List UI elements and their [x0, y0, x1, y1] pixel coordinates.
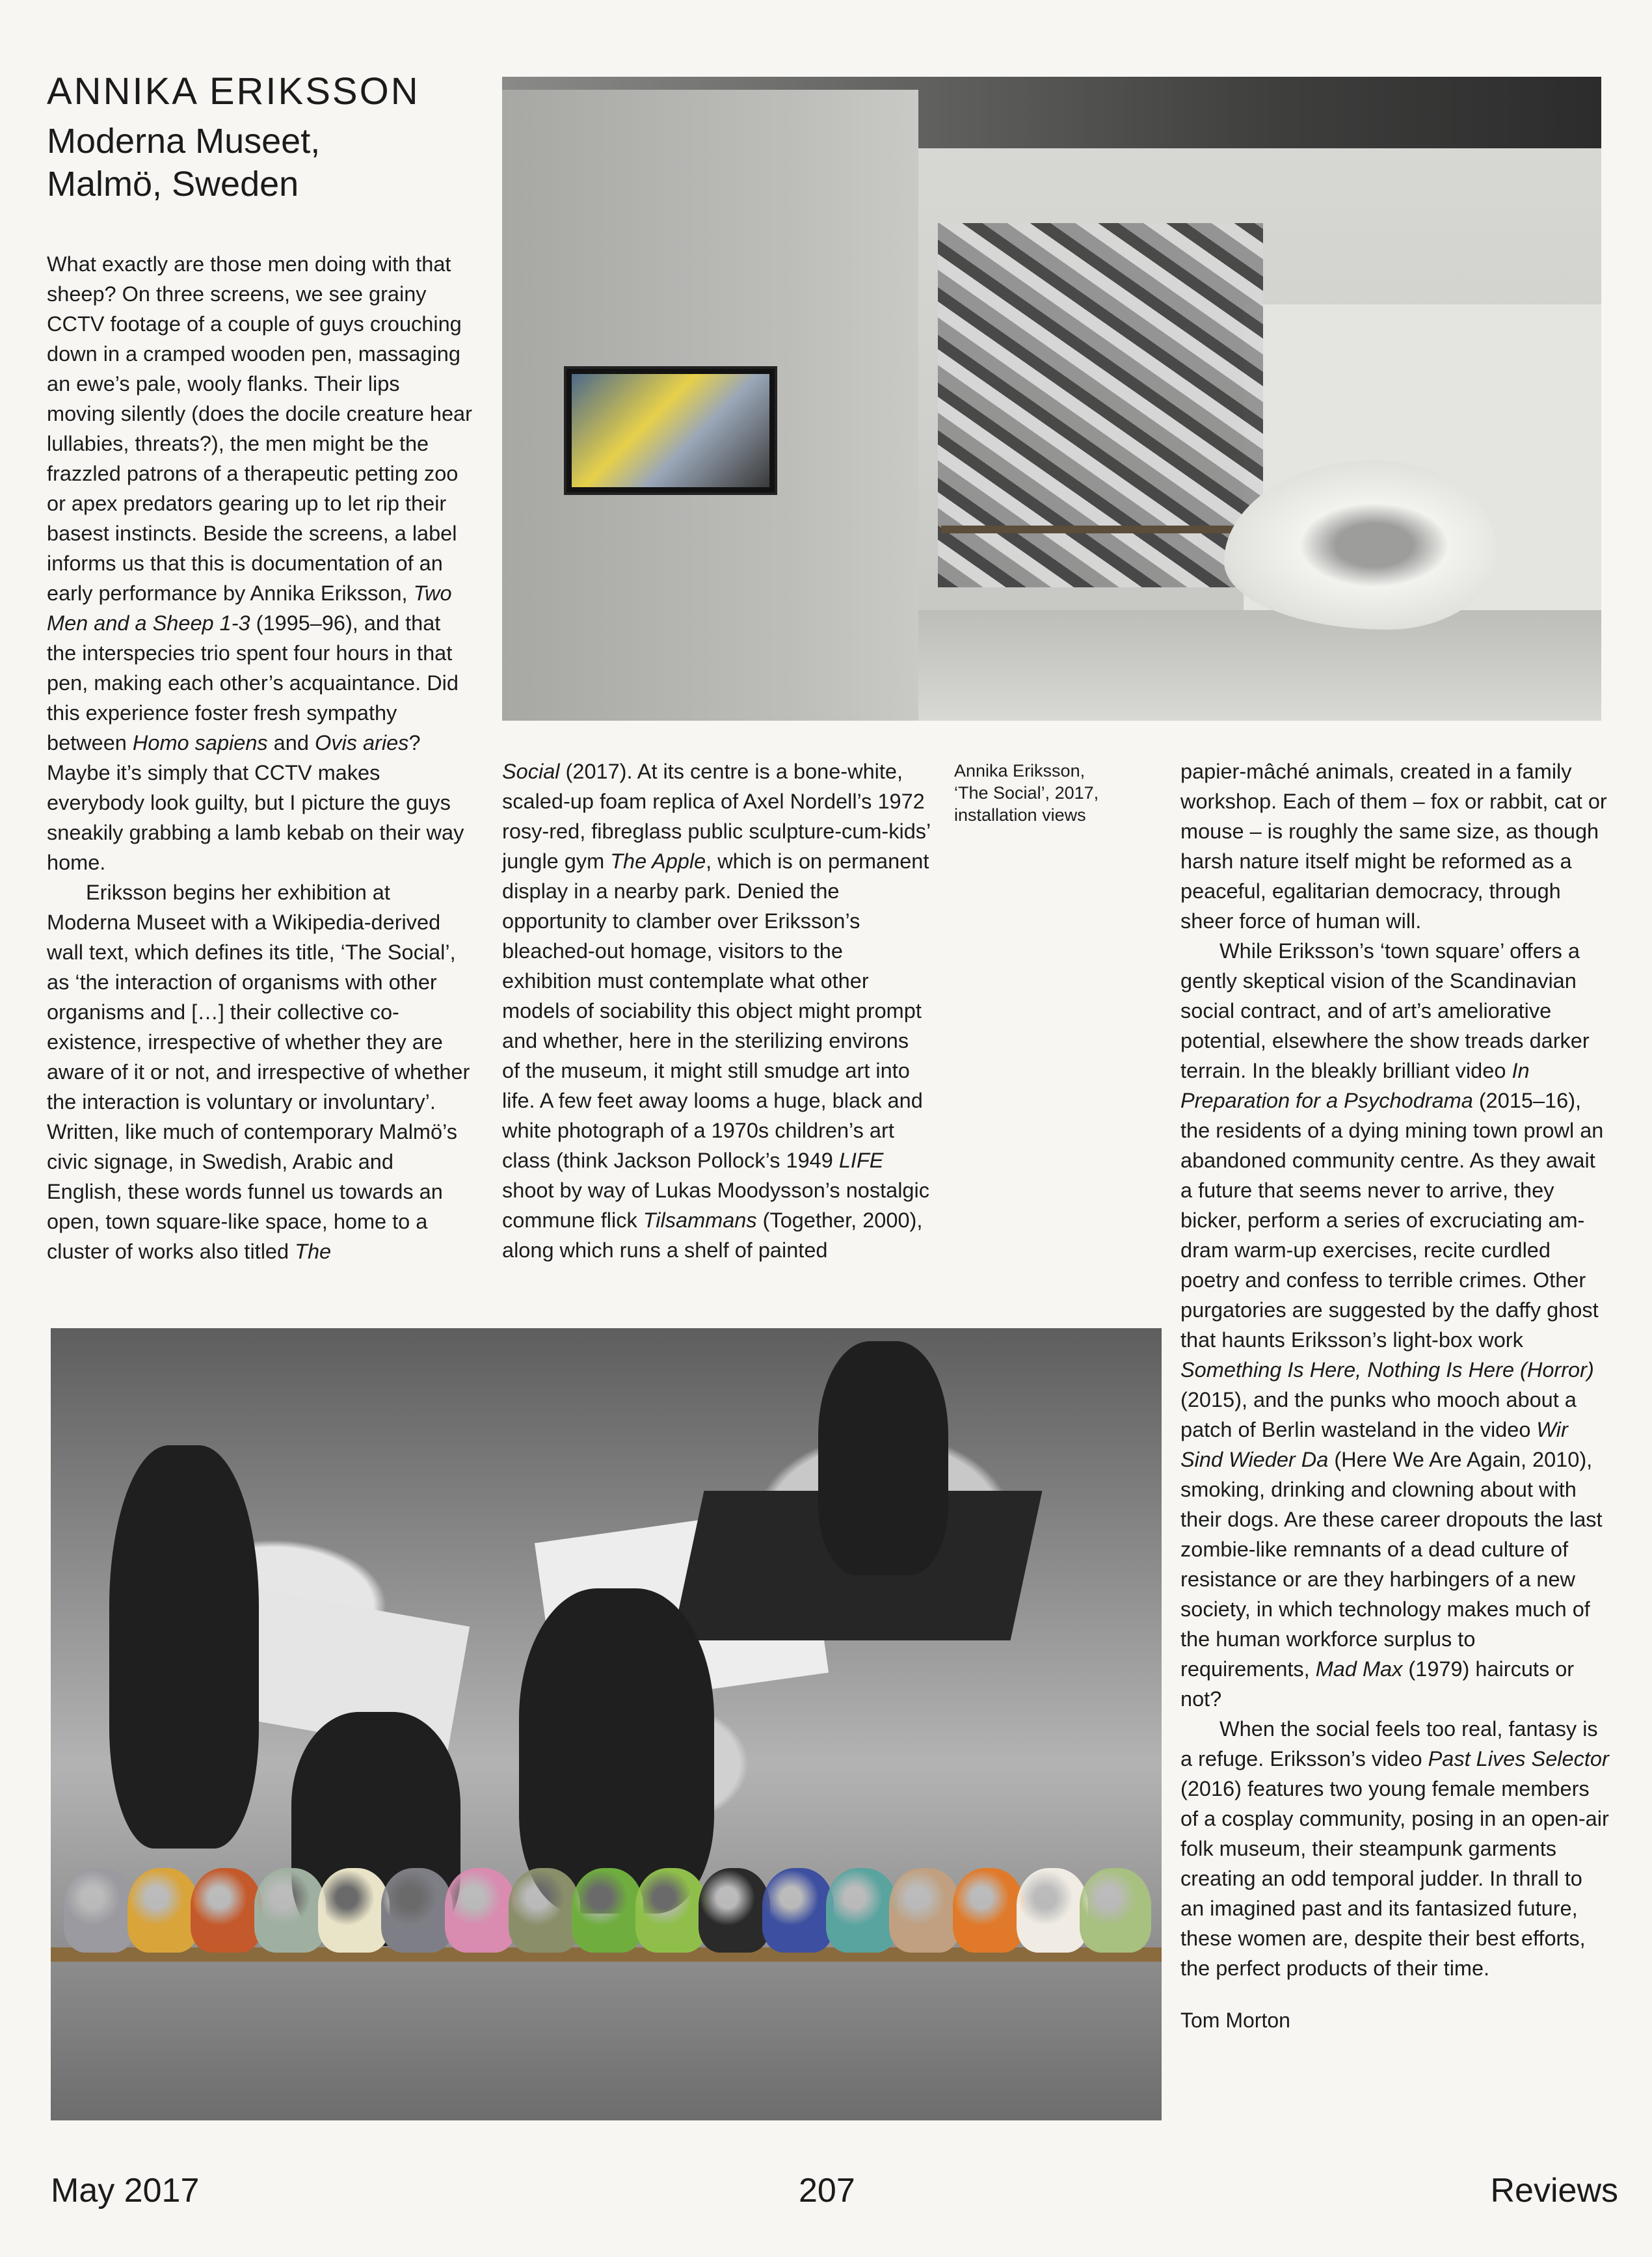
column-1-paragraph-2: Eriksson begins her exhibition at Moderna Museet with a Wikipedia-derived wall text, which defines its title, ‘The Social’, as ‘the interaction of organisms with other organisms and […] their collective co-existence, irrespective of whether they are aware of it or not, and irrespective of whether the interaction is voluntary or involuntary’. Written, like much of contemporary Malmö’s civic signage, in Swedish, Arabic and English, these words funnel us towards an open, town square-like space, home to a cluster of works also titled The	[47, 881, 470, 1263]
work-title: The Apple	[610, 849, 706, 873]
papier-mache-figurine	[635, 1868, 707, 1953]
work-title: The	[295, 1240, 332, 1263]
video-screen	[564, 366, 777, 495]
papier-mache-figurine	[762, 1868, 834, 1953]
section-name: Reviews	[1490, 2172, 1618, 2210]
child-figure	[818, 1341, 948, 1575]
papier-mache-figurine	[381, 1868, 453, 1953]
photo-caption	[954, 760, 1162, 826]
species-name: Homo sapiens	[132, 731, 268, 755]
papier-mache-figurine	[254, 1868, 326, 1953]
magazine-title: LIFE	[838, 1149, 884, 1172]
installation-view-photo	[502, 77, 1601, 721]
column-2	[502, 756, 931, 1265]
work-title: Something Is Here, Nothing Is Here (Horror)	[1180, 1358, 1594, 1382]
work-title: Social	[502, 760, 560, 783]
papier-mache-figurine	[699, 1868, 770, 1953]
column-3-paragraph-2: While Eriksson’s ‘town square’ offers a gently skeptical vision of the Scandinavian social contract, and of art’s ameliorative potential, elsewhere the show treads darker terrain. In the bleakly brilliant video In Preparation for a Psychodrama (2015–16), the residents of a dying mining town prowl an abandoned community centre. As they await a future that seems never to arrive, they bicker, perform a series of excruciating am-dram warm-up exercises, recite curdled poetry and confess to terrible crimes. Other purgatories are suggested by the daffy ghost that haunts Eriksson’s light-box work Something Is Here, Nothing Is Here (Horror) (2015), and the punks who mooch about a patch of Berlin wasteland in the video Wir Sind Wieder Da (Here We Are Again, 2010), smoking, drinking and clowning about with their dogs. Are these career dropouts the last zombie-like remnants of a dead culture of resistance or are they harbingers of a new society, in which technology makes much of the human workforce surplus to requirements, Mad Max (1979) haircuts or not?	[1180, 939, 1604, 1711]
child-figure	[109, 1445, 259, 1849]
species-name: Ovis aries	[314, 731, 409, 755]
papier-mache-figurine	[953, 1868, 1024, 1953]
artist-name: ANNIKA ERIKSSON	[47, 70, 420, 113]
page-number: 207	[799, 2172, 855, 2210]
papier-mache-figurine	[191, 1868, 262, 1953]
work-title: Wir Sind Wieder Da	[1180, 1418, 1568, 1471]
column-3	[1180, 756, 1610, 2035]
child-figure	[519, 1588, 714, 1914]
footer-date: May 2017	[51, 2172, 200, 2210]
venue-line-2: Malmö, Sweden	[47, 165, 299, 204]
column-2-paragraph-1: Social (2017). At its centre is a bone-white, scaled-up foam replica of Axel Nordell’s 1972 rosy-red, fibreglass public sculpture-cum-kids’ jungle gym The Apple, which is on permanent display in a nearby park. Denied the opportunity to clamber over Eriksson’s bleached-out homage, visitors to the exhibition must contemplate what other models of sociability this object might prompt and whether, here in the sterilizing environs of the museum, it might still smudge art into life. A few feet away looms a huge, black and white photograph of a 1970s children’s art class (think Jackson Pollock’s 1949 LIFE shoot by way of Lukas Moodysson’s nostalgic commune flick Tilsammans (Together, 2000), along which runs a shelf of painted	[502, 760, 931, 1262]
papier-mache-figurine	[889, 1868, 961, 1953]
papier-mache-figurine	[1017, 1868, 1088, 1953]
papier-mache-figurine	[1080, 1868, 1151, 1953]
papier-mache-figurine	[826, 1868, 898, 1953]
papier-mache-figurine	[509, 1868, 580, 1953]
column-3-paragraph-3: When the social feels too real, fantasy is a refuge. Eriksson’s video Past Lives Selector (2016) features two young female members of a cosplay community, posing in an open-air folk museum, their steampunk garments creating an odd temporal judder. In thrall to an imagined past and its fantasized future, these women are, despite their best efforts, the perfect products of their time.	[1180, 1717, 1609, 1980]
venue-line-1: Moderna Museet,	[47, 122, 321, 161]
caption-line-2: ‘The Social’, 2017,	[954, 783, 1099, 803]
byline: Tom Morton	[1180, 2009, 1290, 2032]
film-title: Tilsammans	[643, 1209, 757, 1232]
caption-line-3: installation views	[954, 805, 1086, 825]
column-1-paragraph-1: What exactly are those men doing with that sheep? On three screens, we see grainy CCTV footage of a couple of guys crouching down in a cramped wooden pen, massaging an ewe’s pale, wooly flanks. Their lips moving silently (does the docile creature hear lullabies, threats?), the men might be the frazzled patrons of a therapeutic petting zoo or apex predators gearing up to let rip their basest instincts. Beside the screens, a label informs us that this is documentation of an early performance by Annika Eriksson, Two Men and a Sheep 1-3 (1995–96), and that the interspecies trio spent four hours in that pen, making each other’s acquaintance. Did this experience foster fresh sympathy between Homo sapiens and Ovis aries? Maybe it’s simply that CCTV makes everybody look guilty, but I picture the guys sneakily grabbing a lamb kebab on their way home.	[47, 252, 472, 874]
papier-mache-figurine	[64, 1868, 135, 1953]
film-title: Mad Max	[1315, 1657, 1403, 1681]
column-3-paragraph-1: papier-mâché animals, created in a family workshop. Each of them – fox or rabbit, cat or mouse – is roughly the same size, as though harsh nature itself might be reformed as a peaceful, egalitarian democracy, through sheer force of human will.	[1180, 760, 1607, 933]
caption-line-1: Annika Eriksson,	[954, 761, 1086, 781]
children-art-class-photo	[51, 1328, 1162, 2120]
papier-mache-figurine	[572, 1868, 643, 1953]
papier-mache-figurine	[318, 1868, 390, 1953]
venue-title	[47, 120, 320, 206]
work-title: Two Men and a Sheep 1-3	[47, 581, 452, 635]
work-title: Past Lives Selector	[1428, 1747, 1609, 1770]
papier-mache-figurine	[445, 1868, 516, 1953]
papier-mache-figurine	[127, 1868, 199, 1953]
column-1	[47, 249, 473, 1266]
work-title: In Preparation for a Psychodrama	[1180, 1059, 1530, 1112]
